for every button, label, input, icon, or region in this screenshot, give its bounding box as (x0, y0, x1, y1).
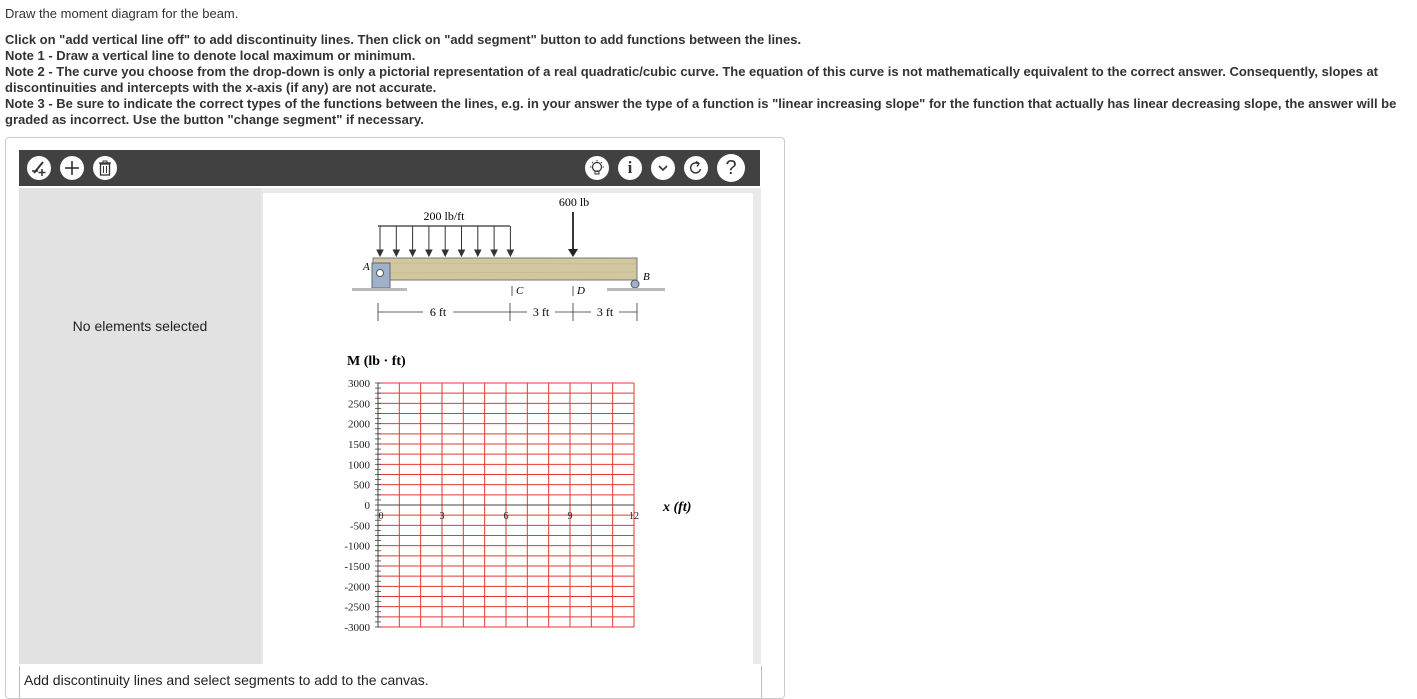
note-3: Note 3 - Be sure to indicate the correct types of the functions between the lines, e.g. in your answer the type of a function is "linear increasing slope" for the function that actually has linear decreasing slope, the answer will be graded as incorrect. Use the button "change segment" if necessary. (5, 96, 1397, 127)
properties-panel (19, 188, 261, 664)
y-tick-label: 500 (353, 479, 370, 492)
info-icon: i (627, 158, 633, 177)
y-tick-label: -2500 (344, 601, 370, 614)
x-tick-label: 9 (567, 511, 573, 522)
y-tick-label: 1500 (348, 439, 370, 451)
x-tick-label: 6 (503, 511, 509, 522)
moment-diagram-widget (5, 137, 785, 699)
y-tick-label: 2000 (348, 418, 370, 431)
question-title: Draw the moment diagram for the beam. (5, 6, 239, 21)
distributed-load-arrowhead (377, 250, 383, 256)
distributed-load-arrowhead (442, 250, 448, 256)
hint-button[interactable] (585, 156, 609, 180)
y-tick-label: -1000 (344, 540, 370, 553)
label-a: A (363, 261, 370, 273)
label-d: D (577, 285, 585, 297)
help-button[interactable] (717, 154, 745, 182)
instructions (5, 32, 1413, 128)
dim-3ft-1: 3 ft (532, 305, 550, 319)
distributed-load-arrowhead (475, 250, 481, 256)
toolbar (19, 150, 760, 186)
moment-chart (344, 378, 639, 634)
beam-figure (352, 195, 665, 321)
y-tick-label: 1000 (348, 459, 370, 472)
delete-icon (96, 159, 114, 177)
delete-button[interactable] (93, 156, 117, 180)
y-axis-label: M (lb · ft) (347, 354, 406, 369)
redo-icon (687, 159, 705, 177)
x-tick-label: 12 (629, 511, 639, 522)
chevron-down-icon (656, 161, 670, 175)
status-bar (19, 666, 762, 698)
distributed-load-arrowhead (507, 250, 513, 256)
distributed-load-arrowhead (491, 250, 497, 256)
y-tick-label: -500 (349, 520, 370, 533)
dim-6ft: 6 ft (429, 305, 447, 319)
beam-and-diagram (263, 193, 753, 664)
distributed-load-arrowhead (459, 250, 465, 256)
instruction-main: Click on "add vertical line off" to add discontinuity lines. Then click on "add segment" button to add functions between the lines. (5, 32, 802, 47)
hint-bulb-icon (588, 159, 606, 177)
note-1: Note 1 - Draw a vertical line to denote local maximum or minimum. (5, 48, 416, 63)
info-button[interactable] (618, 156, 642, 180)
y-tick-label: 0 (364, 500, 370, 512)
expand-button[interactable] (651, 156, 675, 180)
point-load-label: 600 lb (558, 195, 590, 209)
add-segment-button[interactable] (60, 156, 84, 180)
help-icon: ? (725, 156, 737, 179)
status-text: Add discontinuity lines and select segments to add to the canvas. (24, 672, 429, 688)
x-axis-label: x (ft) (663, 500, 692, 515)
distributed-load-arrowhead (393, 250, 399, 256)
drawing-canvas[interactable] (263, 193, 753, 664)
distributed-load-arrowhead (426, 250, 432, 256)
no-selection-text: No elements selected (72, 318, 208, 334)
x-tick-label: 3 (439, 511, 445, 522)
distributed-load-label: 200 lb/ft (423, 209, 465, 223)
add-vertical-line-button[interactable] (27, 156, 51, 180)
x-tick-label: 0 (378, 511, 384, 522)
y-tick-label: 2500 (348, 398, 370, 411)
note-2: Note 2 - The curve you choose from the drop-down is only a pictorial representation of a real quadratic/cubic curve. The equation of this curve is not mathematically equivalent to the correct answer. Consequently, slopes at discontinuities and intercepts with the x-axis (if any) are not accurate. (5, 64, 1379, 95)
add-segment-icon (63, 159, 81, 177)
label-c: C (516, 285, 524, 297)
add-vertical-line-icon (30, 159, 48, 177)
redo-button[interactable] (684, 156, 708, 180)
distributed-load-arrowhead (410, 250, 416, 256)
y-tick-label: -2000 (344, 581, 370, 594)
y-tick-label: 3000 (348, 378, 370, 390)
y-tick-label: -3000 (344, 622, 370, 634)
label-b: B (643, 271, 650, 283)
y-tick-label: -1500 (344, 561, 370, 573)
dim-3ft-2: 3 ft (596, 305, 614, 319)
